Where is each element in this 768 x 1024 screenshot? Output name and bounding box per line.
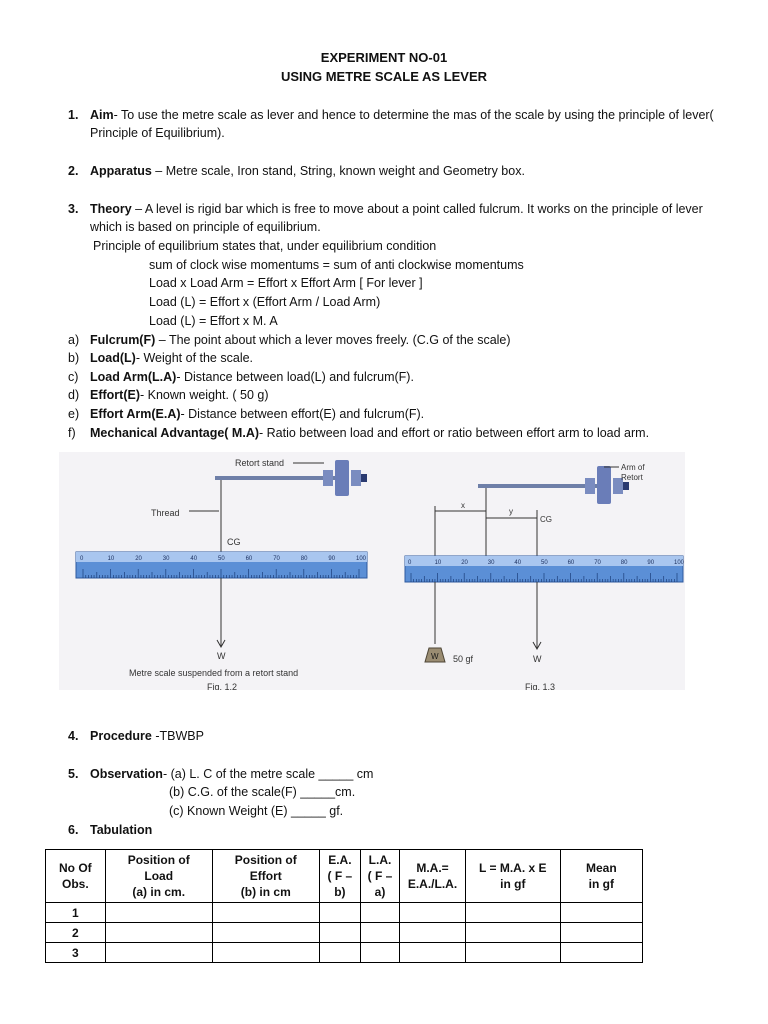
theory-equation-4: Load (L) = Effort x M. A [149, 314, 278, 328]
observation-number: 5. [68, 767, 79, 781]
definition-item [68, 405, 424, 423]
definition-desc: – The point about which a lever moves freely. (C.G of the scale) [155, 333, 511, 347]
scale-tick-label: 90 [647, 560, 655, 566]
procedure-text: -TBWBP [151, 729, 204, 743]
figure-number: Fig. 1.3 [525, 682, 556, 690]
table-header-row [46, 850, 643, 903]
definition-term: Load(L) [90, 351, 136, 365]
header-effort-arm: E.A. ( F – b) [319, 850, 360, 903]
observation-a: - (a) L. C of the metre scale _____ cm [162, 767, 374, 781]
definition-desc: - Distance between effort(E) and fulcrum(F). [180, 407, 425, 421]
definition-letter: f) [68, 426, 76, 440]
scale-tick-label: 10 [107, 556, 115, 562]
weight-label: W [533, 654, 542, 664]
definition-term: Effort(E) [90, 388, 140, 402]
tabulation-label: Tabulation [90, 823, 153, 837]
procedure-number: 4. [68, 729, 79, 743]
aim-section [68, 106, 714, 124]
theory-principle: Principle of equilibrium states that, under equilibrium condition [93, 239, 437, 253]
tabulation-number: 6. [68, 823, 79, 837]
definition-item [68, 331, 511, 349]
arm-label: Retort [621, 473, 643, 482]
scale-tick-label: 50 [541, 560, 548, 566]
observation-c: (c) Known Weight (E) _____ gf. [169, 804, 344, 818]
theory-equation-2: Load x Load Arm = Effort x Effort Arm [ For lever ] [149, 276, 423, 290]
theory-text-cont: which is based on principle of equilibrium. [90, 220, 321, 234]
scale-tick-label: 40 [190, 556, 198, 562]
aim-text-cont: Principle of Equilibrium). [90, 126, 225, 140]
apparatus-label: Apparatus [90, 164, 152, 178]
scale-tick-label: 90 [328, 556, 336, 562]
scale-tick-label: 80 [300, 556, 308, 562]
table-row [46, 923, 643, 943]
definition-desc: - Ratio between load and effort or ratio between effort arm to load arm. [259, 426, 650, 440]
retort-clamp [585, 478, 595, 494]
scale-tick-label: 10 [434, 560, 442, 566]
definition-item [68, 386, 269, 404]
figure-number: Fig. 1.2 [207, 682, 238, 690]
retort-rod [215, 476, 340, 480]
scale-tick-label: 20 [461, 560, 468, 566]
scale-tick-label: 60 [567, 560, 575, 566]
retort-clamp [597, 466, 611, 504]
header-effort-position: Position of Effort (b) in cm [212, 850, 319, 903]
figure-caption: Metre scale suspended from a retort stand [129, 668, 299, 678]
theory-section [68, 200, 703, 218]
page-title: EXPERIMENT NO-01 [320, 50, 448, 65]
scale-tick-label: 30 [487, 560, 495, 566]
retort-stand-label: Retort stand [235, 458, 285, 468]
definition-term: Effort Arm(E.A) [90, 407, 181, 421]
header-load: L = M.A. x E in gf [465, 850, 560, 903]
scale-tick-label: 60 [245, 556, 253, 562]
weight-label: W [217, 651, 226, 661]
retort-clamp [335, 460, 349, 496]
thread-label: Thread [151, 508, 180, 518]
effort-label: 50 gf [453, 654, 474, 664]
retort-clamp [351, 470, 361, 486]
aim-label: Aim [90, 108, 114, 122]
definition-letter: a) [68, 333, 80, 347]
row-number: 2 [46, 923, 106, 943]
definition-letter: e) [68, 407, 80, 421]
scale-tick-label: 100 [674, 560, 685, 566]
page-subtitle: USING METRE SCALE AS LEVER [280, 69, 488, 84]
row-number: 3 [46, 943, 106, 963]
scale-tick-label: 80 [620, 560, 628, 566]
definition-term: Fulcrum(F) [90, 333, 156, 347]
table-row [46, 903, 643, 923]
tabulation-section [68, 821, 152, 839]
definition-desc: - Known weight. ( 50 g) [140, 388, 269, 402]
procedure-section [68, 727, 204, 745]
cg-label: CG [540, 515, 552, 524]
theory-equation-1: sum of clock wise momentums = sum of anti clockwise momentums [149, 258, 524, 272]
definition-item [68, 424, 649, 442]
arm-label: Arm of [621, 463, 645, 472]
definition-term: Mechanical Advantage( M.A) [90, 426, 260, 440]
row-number: 1 [46, 903, 106, 923]
apparatus-section [68, 162, 525, 180]
theory-label: Theory [90, 202, 132, 216]
scale-tick-label: 30 [162, 556, 170, 562]
aim-number: 1. [68, 108, 79, 122]
observation-table [45, 849, 643, 963]
header-load-position: Position of Load (a) in cm. [105, 850, 212, 903]
retort-clamp [623, 482, 629, 490]
cg-label: CG [227, 537, 241, 547]
definition-desc: - Distance between load(L) and fulcrum(F). [176, 370, 414, 384]
scale-tick-label: 70 [594, 560, 601, 566]
scale-tick-label: 0 [408, 560, 412, 566]
procedure-label: Procedure [90, 729, 152, 743]
aim-text: - To use the metre scale as lever and hence to determine the mas of the scale by using the principle of lever( [113, 108, 714, 122]
retort-rod [478, 484, 600, 488]
scale-tick-label: 20 [135, 556, 142, 562]
weight-box-label: W [431, 652, 439, 661]
definition-desc: - Weight of the scale. [135, 351, 254, 365]
definition-letter: c) [68, 370, 79, 384]
lever-diagram [59, 452, 685, 690]
scale-tick-label: 70 [273, 556, 280, 562]
definition-letter: d) [68, 388, 80, 402]
definition-item [68, 368, 414, 386]
scale-tick-label: 40 [514, 560, 522, 566]
retort-clamp [361, 474, 367, 482]
scale-tick-label: 50 [218, 556, 225, 562]
y-label: y [509, 507, 513, 516]
theory-equation-3: Load (L) = Effort x (Effort Arm / Load Arm) [149, 295, 381, 309]
header-obs: No Of Obs. [46, 850, 106, 903]
retort-clamp [323, 470, 333, 486]
apparatus-text: – Metre scale, Iron stand, String, known weight and Geometry box. [151, 164, 525, 178]
definition-item [68, 349, 253, 367]
scale-tick-label: 100 [356, 556, 367, 562]
definition-letter: b) [68, 351, 80, 365]
table-row [46, 943, 643, 963]
scale-tick-label: 0 [80, 556, 84, 562]
header-ma: M.A.= E.A./L.A. [400, 850, 466, 903]
observation-b: (b) C.G. of the scale(F) _____cm. [169, 785, 356, 799]
theory-number: 3. [68, 202, 79, 216]
lever-figure [59, 452, 685, 690]
apparatus-number: 2. [68, 164, 79, 178]
observation-section [68, 765, 373, 783]
definition-term: Load Arm(L.A) [90, 370, 177, 384]
header-mean: Mean in gf [560, 850, 642, 903]
theory-text: – A level is rigid bar which is free to move about a point called fulcrum. It works on the principle of lever [131, 202, 703, 216]
x-label: x [461, 501, 465, 510]
observation-label: Observation [90, 767, 163, 781]
header-load-arm: L.A. ( F – a) [360, 850, 399, 903]
